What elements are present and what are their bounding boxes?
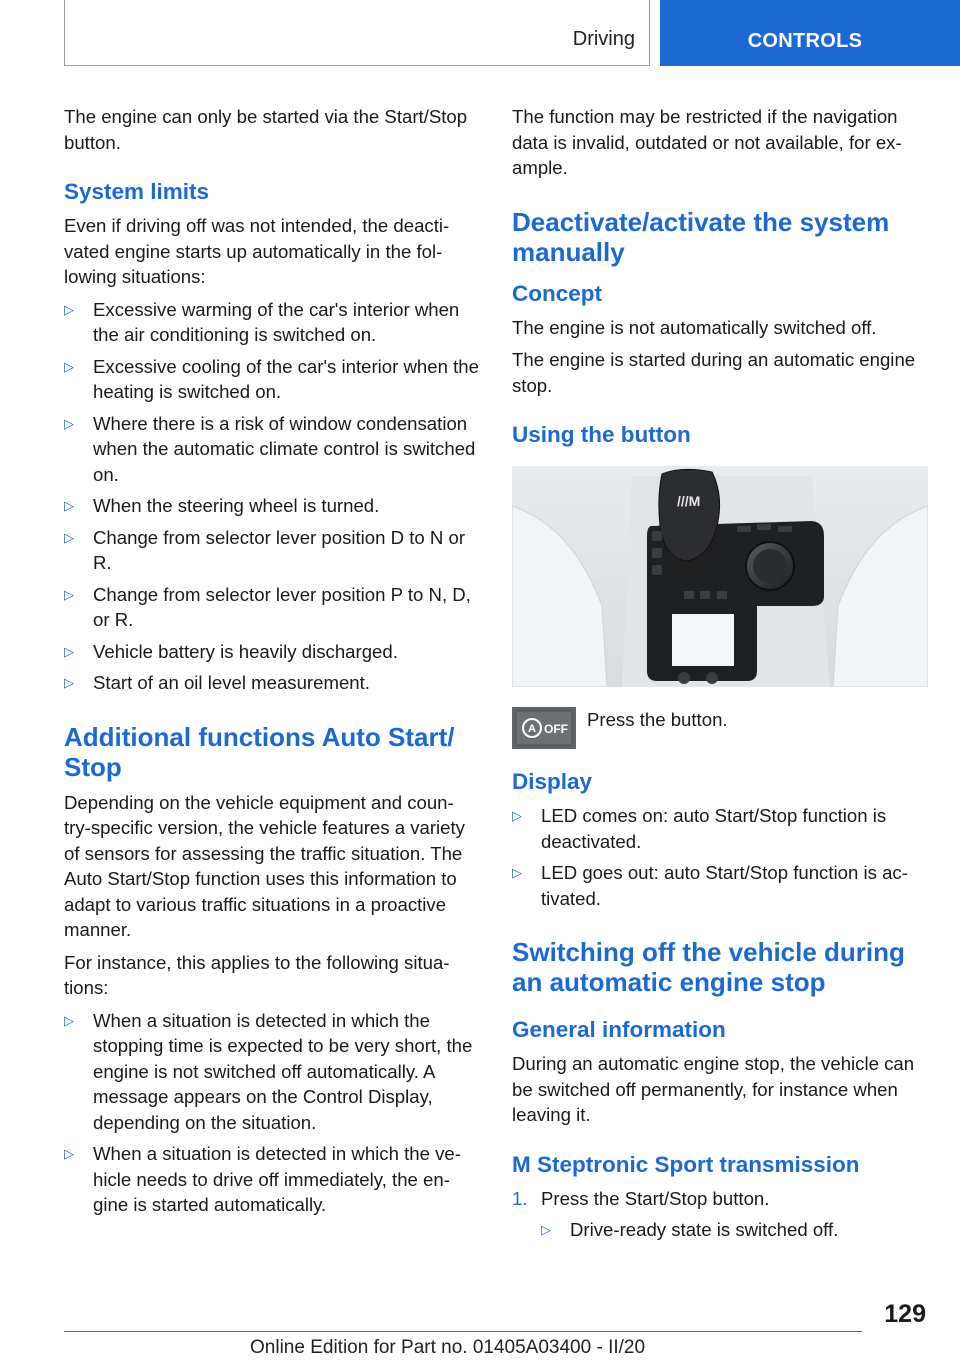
bullet-icon: ▷ xyxy=(512,808,522,823)
section-tab xyxy=(64,0,650,66)
list-item: ▷ Where there is a risk of window condensation when the automatic climate control is switched on. xyxy=(64,412,476,485)
press-button-text: Press the button. xyxy=(587,709,728,730)
list-item: ▷ LED goes out: auto Start/Stop function is ac-tivated. xyxy=(512,862,908,909)
list-item: ▷ When a situation is detected in which the ve-hicle needs to drive off immediately, the en-gine is started automatically. xyxy=(64,1143,461,1215)
bullet-icon: ▷ xyxy=(64,675,74,690)
center-console-photo xyxy=(512,466,928,687)
navigation-note: The function may be restricted if the navigation data is invalid, outdated or not available, for ex-ample. xyxy=(512,106,902,178)
general-information-heading: General information xyxy=(512,1017,726,1042)
press-button-row xyxy=(512,707,932,751)
system-limits-heading: System limits xyxy=(64,179,210,204)
system-limits-text: Even if driving off was not intended, the deacti-vated engine starts up automatically in the fol-lowing situations: xyxy=(64,215,450,287)
additional-list xyxy=(64,1008,480,1218)
bullet-icon: ▷ xyxy=(64,643,74,659)
concept-text-1: The engine is not automatically switched off. xyxy=(512,316,877,338)
list-item: ▷ Start of an oil level measurement. xyxy=(64,670,480,696)
bullet-icon: ▷ xyxy=(512,865,522,880)
switching-off-heading: Switching off the vehicle during an automatic engine stop xyxy=(512,937,905,997)
list-item: ▷ When a situation is detected in which the stopping time is expected to be very short, the engine is not switched off automatically. A message appears on the Control Display, depending on the situation. xyxy=(64,1009,473,1133)
deactivate-heading: Deactivate/activate the system manually xyxy=(512,206,890,267)
bullet-icon: ▷ xyxy=(64,1146,74,1161)
footer-divider xyxy=(64,1331,862,1332)
page-number: 129 xyxy=(884,1300,926,1328)
display-list xyxy=(512,803,932,911)
list-item: ▷ Drive-ready state is switched off. xyxy=(541,1217,932,1243)
svg-text:A: A xyxy=(528,723,536,735)
bullet-icon: ▷ xyxy=(64,586,74,602)
list-item: ▷ Excessive warming of the car's interior when the air conditioning is switched on. xyxy=(64,298,460,345)
additional-text-1: Depending on the vehicle equipment and coun-try-specific version, the vehicle features a variety of sensors for assessing the traffic situation. The Auto Start/Stop function uses this information to adapt to various traffic situations in a proactive manner. xyxy=(64,791,465,940)
section-title: Driving xyxy=(572,28,635,50)
general-information-text: During an automatic engine stop, the vehicle can be switched off permanently, for instance when leaving it. xyxy=(512,1053,915,1125)
right-column xyxy=(512,104,932,1243)
intro-paragraph: The engine can only be started via the Start/Stop button. xyxy=(64,106,468,153)
additional-functions-heading: Additional functions Auto Start/ Stop xyxy=(64,721,455,782)
steptronic-steps xyxy=(512,1186,932,1212)
svg-text:OFF: OFF xyxy=(544,722,568,736)
list-item: ▷ Excessive cooling of the car's interior when the heating is switched on. xyxy=(64,355,479,402)
chapter-title: CONTROLS xyxy=(747,30,863,52)
bullet-icon: ▷ xyxy=(64,415,74,431)
list-item: ▷ LED comes on: auto Start/Stop function is deactivated. xyxy=(512,805,887,852)
concept-text-2: The engine is started during an automatic engine stop. xyxy=(512,349,916,396)
list-item: ▷ When the steering wheel is turned. xyxy=(64,493,480,519)
display-heading: Display xyxy=(512,769,593,794)
step-text: Press the Start/Stop button. xyxy=(541,1187,770,1209)
list-item: ▷ Vehicle battery is heavily discharged. xyxy=(64,639,480,665)
svg-text:///M: ///M xyxy=(677,493,701,509)
list-item: ▷ Change from selector lever position P to N, D, or R. xyxy=(64,583,471,630)
steptronic-heading: M Steptronic Sport transmission xyxy=(512,1151,860,1177)
auto-start-stop-off-icon xyxy=(512,707,576,749)
chapter-tab xyxy=(660,0,960,66)
additional-text-2: For instance, this applies to the following situa-tions: xyxy=(64,951,450,998)
bullet-icon: ▷ xyxy=(64,498,74,513)
bullet-icon: ▷ xyxy=(64,1012,74,1028)
steptronic-sub-list xyxy=(541,1217,932,1243)
bullet-icon: ▷ xyxy=(64,301,74,317)
bullet-icon: ▷ xyxy=(541,1222,551,1237)
bullet-icon: ▷ xyxy=(64,529,74,545)
list-item xyxy=(512,1186,932,1212)
system-limits-list xyxy=(64,297,480,696)
edition-text: Online Edition for Part no. 01405A03400 - II/20 xyxy=(250,1337,646,1358)
concept-heading: Concept xyxy=(512,280,602,306)
bullet-icon: ▷ xyxy=(64,358,74,374)
using-button-heading: Using the button xyxy=(512,422,691,447)
step-number: 1. xyxy=(512,1187,528,1209)
list-item: ▷ Change from selector lever position D to N or R. xyxy=(64,526,466,573)
left-column xyxy=(64,104,480,1224)
page-header xyxy=(0,0,960,66)
